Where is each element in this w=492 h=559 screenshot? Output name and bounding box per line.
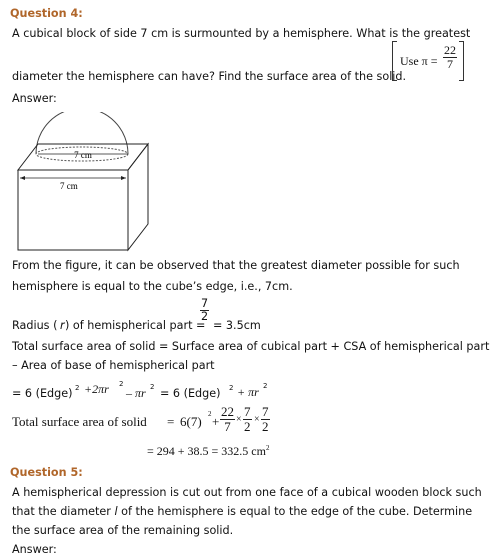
question-4-text-line2: diameter the hemisphere can have? Find the surface area of the solid. bbox=[12, 70, 407, 83]
use-pi-numerator: 22 bbox=[444, 43, 456, 57]
question-4-answer-label: Answer: bbox=[12, 92, 57, 105]
use-pi-denominator: 7 bbox=[447, 56, 453, 71]
eq2-label: Total surface area of solid bbox=[12, 414, 147, 429]
eq2-equals: = bbox=[167, 414, 175, 429]
radius-mid: ) of hemispherical part = bbox=[65, 319, 206, 332]
explanation-line1: From the figure, it can be observed that the greatest diameter possible for such bbox=[12, 259, 460, 272]
eq2-f3-den: 2 bbox=[262, 418, 269, 434]
cube-hemisphere-figure bbox=[10, 112, 160, 252]
eq2-expr: 6(7) bbox=[180, 414, 202, 429]
question-5-heading: Question 5: bbox=[10, 466, 83, 479]
front-dimension-label: 7 cm bbox=[60, 181, 78, 191]
eq1-right: = 6 (Edge) bbox=[160, 387, 221, 400]
radius-result: = 3.5cm bbox=[213, 319, 261, 332]
radius-fraction bbox=[200, 298, 209, 323]
eq1-square-1: 2 bbox=[75, 384, 80, 392]
eq2-square: 2 bbox=[208, 410, 212, 418]
front-arrow-right bbox=[121, 176, 126, 180]
eq1-square-5: 2 bbox=[263, 382, 268, 390]
explanation-line2: hemisphere is equal to the cube’s edge, i.e., 7cm. bbox=[12, 280, 293, 293]
eq1-square-2: 2 bbox=[119, 380, 124, 388]
eq2-f3-num: 7 bbox=[262, 404, 269, 419]
eq3-square: 2 bbox=[265, 444, 270, 452]
equation-3 bbox=[147, 444, 269, 459]
eq1-square-4: 2 bbox=[229, 384, 234, 392]
eq2-fraction-3 bbox=[261, 405, 270, 433]
front-arrow-left bbox=[20, 176, 25, 180]
eq1-mid1: +2πr bbox=[84, 382, 109, 396]
question-5-answer-label: Answer: bbox=[12, 543, 57, 556]
question-4-text-line1: A cubical block of side 7 cm is surmounted by a hemisphere. What is the greatest bbox=[12, 27, 471, 40]
eq3-text: = 294 + 38.5 = 332.5 cm bbox=[147, 444, 266, 458]
radius-numerator: 7 bbox=[201, 297, 209, 310]
eq2-times-2: × bbox=[254, 414, 260, 425]
eq1-tail: + πr bbox=[237, 385, 259, 399]
question-5-text-line2 bbox=[12, 505, 472, 518]
hemisphere-dome bbox=[36, 112, 128, 154]
question-4-heading: Question 4: bbox=[10, 7, 83, 20]
use-pi-fraction bbox=[443, 44, 457, 70]
top-dimension-label: 7 cm bbox=[74, 150, 92, 160]
eq2-fraction-1 bbox=[220, 405, 235, 433]
eq1-mid2: – πr bbox=[126, 386, 146, 400]
radius-denominator: 2 bbox=[201, 309, 209, 323]
cube-side-face bbox=[128, 144, 148, 250]
tsa-line2: – Area of base of hemispherical part bbox=[12, 359, 215, 372]
eq2-plus: + bbox=[212, 414, 220, 429]
eq2-f1-den: 7 bbox=[224, 418, 231, 434]
eq2-f2-den: 2 bbox=[244, 418, 251, 434]
eq2-fraction-2 bbox=[243, 405, 252, 433]
eq2-f2-num: 7 bbox=[244, 404, 251, 419]
use-pi-label: Use π = bbox=[400, 54, 438, 68]
q5-line2-l: l bbox=[114, 505, 118, 518]
eq2-f1-num: 22 bbox=[221, 404, 234, 419]
q5-line2-b: of the hemisphere is equal to the edge of the cube. Determine bbox=[117, 505, 473, 518]
eq2-times-1: × bbox=[236, 414, 242, 425]
q5-line2-a: that the diameter bbox=[12, 505, 115, 518]
eq1-square-3: 2 bbox=[150, 383, 155, 391]
question-5-text-line3: the surface area of the remaining solid. bbox=[12, 524, 234, 537]
eq1-left: = 6 (Edge) bbox=[12, 387, 73, 400]
tsa-line1: Total surface area of solid = Surface area of cubical part + CSA of hemispherical part bbox=[12, 340, 490, 353]
radius-symbol: r bbox=[60, 319, 65, 332]
radius-prefix: Radius ( bbox=[12, 319, 58, 332]
question-5-text-line1: A hemispherical depression is cut out from one face of a cubical wooden block such bbox=[12, 486, 482, 499]
